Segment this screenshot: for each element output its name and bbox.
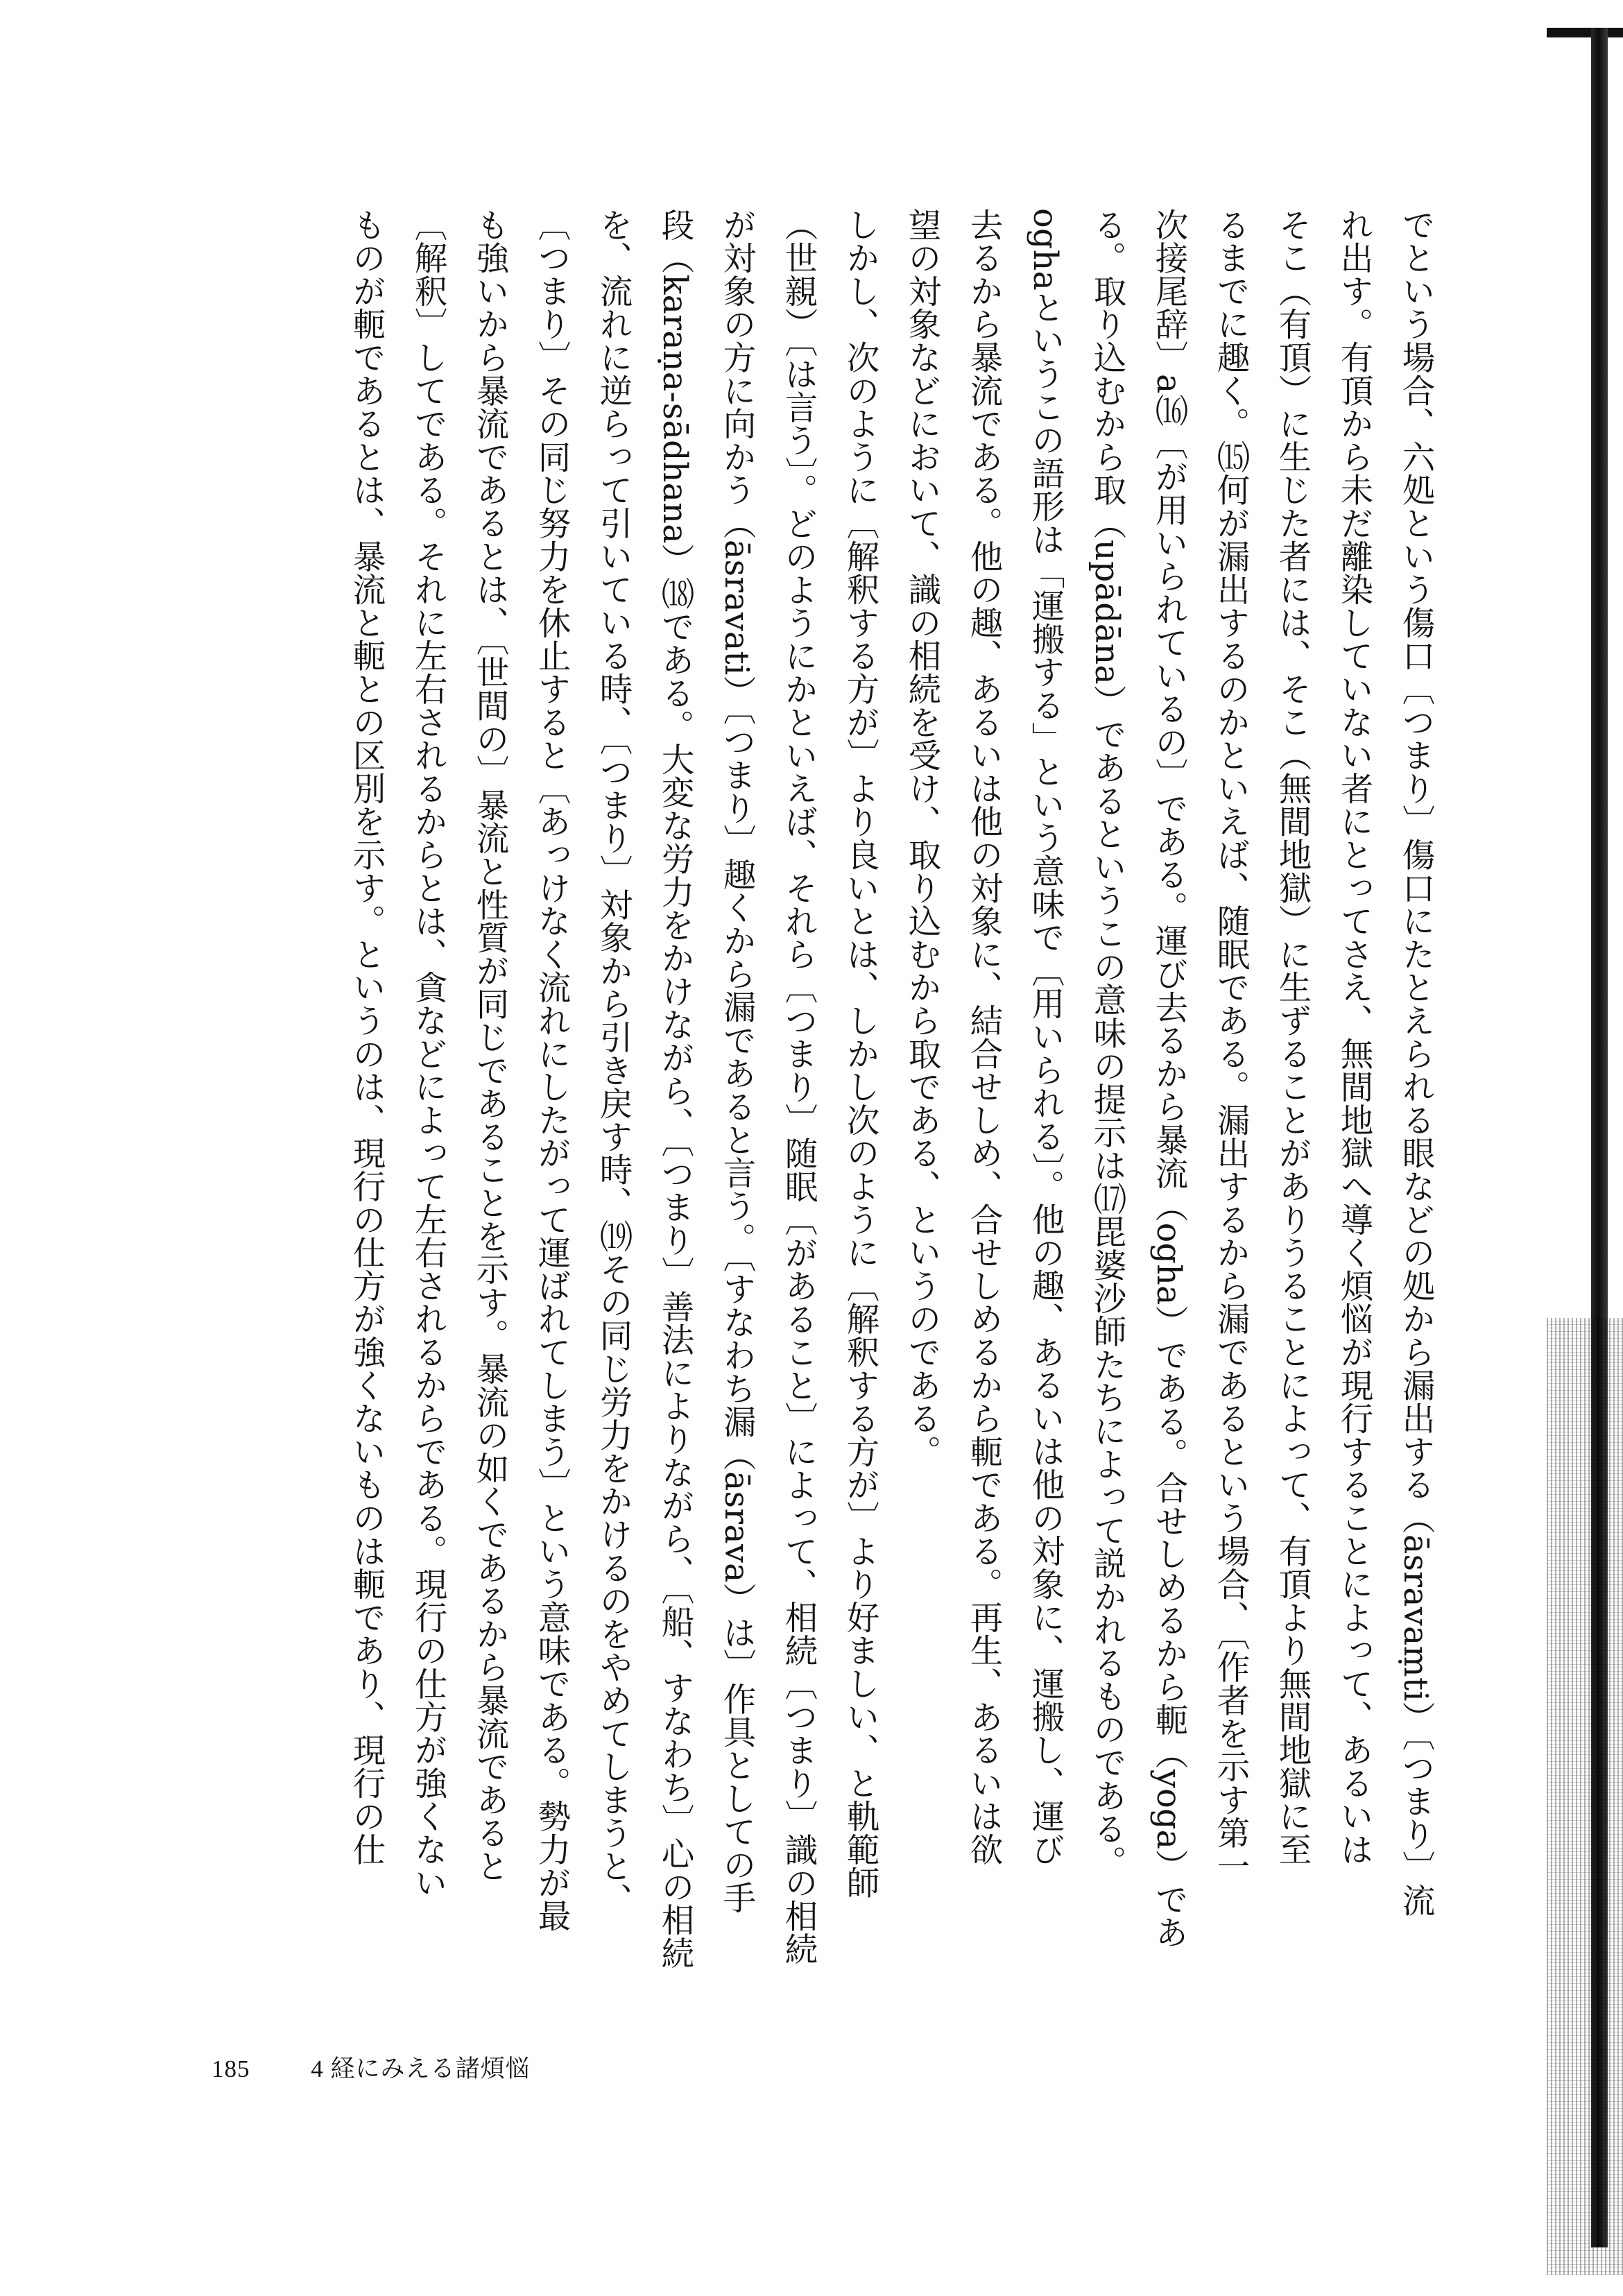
text-line: oghaというこの語形は「運搬する」という意味で〔用いられる〕。他の趣、あるいは他の対象に、運搬し、運び xyxy=(1026,208,1064,1866)
text-line: が対象の方に向かう（āsravati）〔つまり〕趣くから漏であると言う。〔すなわち漏（āsrava）は〕作具としての手 xyxy=(717,208,755,1914)
text-line: も強いから暴流であるとは、〔世間の〕暴流と性質が同じであることを示す。暴流の如くであるから暴流であると xyxy=(470,208,508,1883)
binding-edge-shadow xyxy=(1512,0,1623,2296)
text-line: 望の対象などにおいて、識の相続を受け、取り込むから取である、というのである。 xyxy=(902,208,941,1468)
page-footer xyxy=(212,2050,531,2084)
body-text xyxy=(156,208,1446,1970)
text-line: る。取り込むから取（upādāna）であるというこの意味の提示は⒄毘婆沙師たちによって説かれるものである。 xyxy=(1088,208,1126,1878)
running-title: 4 経にみえる諸煩悩 xyxy=(311,2055,531,2082)
text-line: （世親）〔は言う〕。どのようにかといえば、それら〔つまり〕随眠〔があること〕によって、相続〔つまり〕識の相続 xyxy=(779,208,817,1966)
text-line: 去るから暴流である。他の趣、あるいは他の対象に、結合せしめ、合せしめるから軛である。再生、あるいは欲 xyxy=(964,208,1002,1866)
text-line: ものが軛であるとは、暴流と軛との区別を示す。というのは、現行の仕方が強くないものは軛であり、現行の仕 xyxy=(347,208,385,1866)
text-line: 〔解釈〕してである。それに左右されるからとは、貪などによって左右されるからである。現行の仕方が強くない xyxy=(409,208,447,1899)
binding-edge-grain xyxy=(1547,1318,1623,2275)
text-line: を、流れに逆らって引いている時、〔つまり〕対象から引き戻す時、⒆その同じ労力をかけるのをやめてしまうと、 xyxy=(594,208,632,1916)
binding-edge-cap xyxy=(1547,28,1623,37)
text-line: 〔つまり〕その同じ努力を休止すると〔あっけなく流れにしたがって運ばれてしまう〕という意味である。勢力が最 xyxy=(532,208,570,1933)
text-line: そこ（有頂）に生じた者には、そこ（無間地獄）に生ずることがありうることによって、有頂より無間地獄に至 xyxy=(1273,208,1311,1866)
page-number: 185 xyxy=(212,2055,250,2082)
text-line: 次接尾辞〕a⒃〔が用いられているの〕である。運び去るから暴流（ogha）である。合せしめるから軛（yoga）であ xyxy=(1149,208,1187,1949)
text-line: しかし、次のように〔解釈する方が〕より良いとは、しかし次のように〔解釈する方が〕より好ましい、と軌範師 xyxy=(841,208,879,1899)
text-line: 段（karaṇa-sādhana）⒅である。大変な労力をかけながら、〔つまり〕善法によりながら、〔船、すなわち〕心の相続 xyxy=(655,208,694,1970)
text-line: るまでに趣く。⒂何が漏出するのかといえば、随眠である。漏出するから漏であるという場合、〔作者を示す第一 xyxy=(1211,208,1249,1883)
text-line: でという場合、六処という傷口〔つまり〕傷口にたとえられる眼などの処から漏出する（āsravaṃti）〔つまり〕流 xyxy=(1396,208,1434,1917)
text-line: れ出す。有頂から未だ離染していない者にとってさえ、無間地獄へ導く煩悩が現行することによって、あるいは xyxy=(1334,208,1373,1866)
